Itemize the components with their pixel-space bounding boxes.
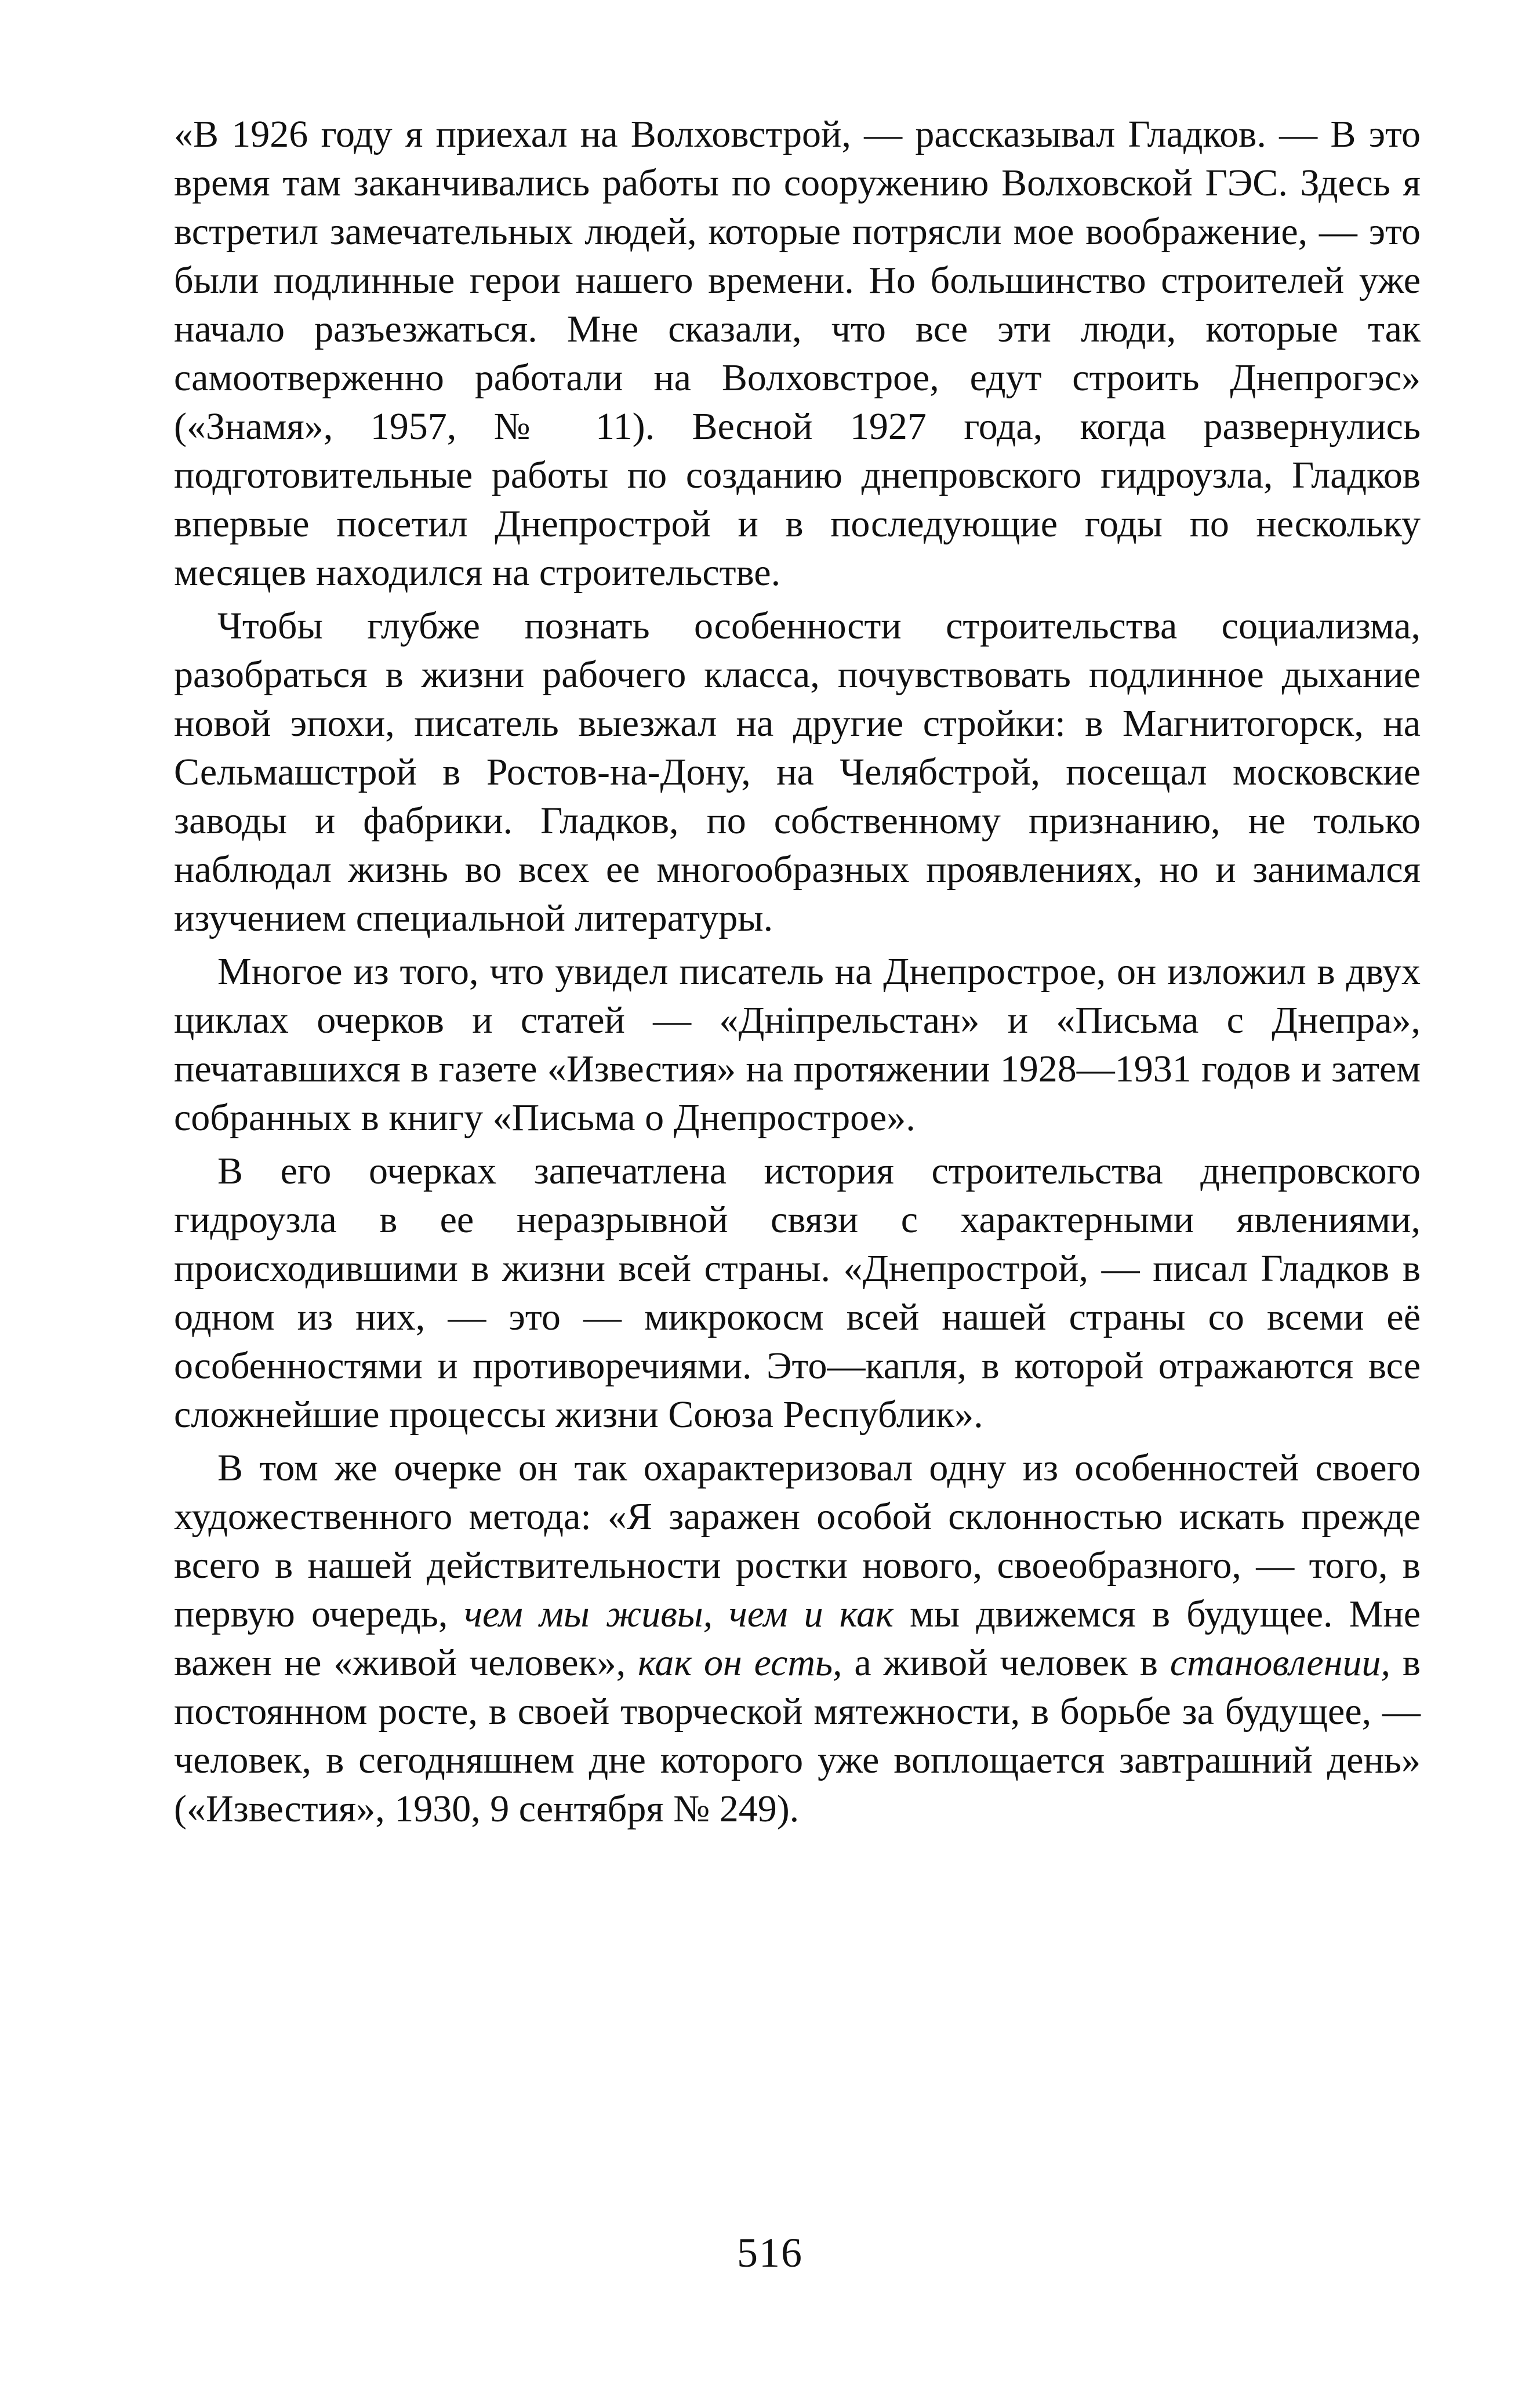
paragraph-5-text: в постоянном росте, в своей творческой мятежности, в борьбе за будущее, — человек, в сегодняшнем дне которого уже воплощается завтрашний день» («Известия», 1930, 9 сентября № 249). bbox=[174, 1642, 1421, 1830]
paragraph-5-text: мы движемся в будущее. Мне важен не «живой человек», bbox=[174, 1593, 1421, 1684]
paragraph-5-italic-phrase: становлении, bbox=[1169, 1642, 1390, 1684]
paragraph-3: Многое из того, что увидел писатель на Днепрострое, он изложил в двух циклах очерков и статей — «Дніпрельстан» и «Письма с Днепра», печатавшихся в газете «Известия» на протяжении 1928—1931 годов и затем собранных в книгу «Письма о Днепрострое». bbox=[174, 950, 1421, 1139]
paragraph-2: Чтобы глубже познать особенности строительства социализма, разобраться в жизни рабочего класса, почувствовать подлинное дыхание новой эпохи, писатель выезжал на другие стройки: в Магнитогорск, на Сельмашстрой в Ростов-на-Дону, на Челябстрой, посещал московские заводы и фабрики. Гладков, по собственному признанию, не только наблюдал жизнь во всех ее многообразных проявлениях, но и занимался изучением специальной литературы. bbox=[174, 605, 1421, 939]
paragraph-1: «В 1926 году я приехал на Волховстрой, — рассказывал Гладков. — В это время там заканчивались работы по сооружению Волховской ГЭС. Здесь я встретил замечательных людей, которые потрясли мое воображение, — это были подлинные герои нашего времени. Но большинство строителей уже начало разъезжаться. Мне сказали, что все эти люди, которые так самоотверженно работали на Волховстрое, едут строить Днепрогэс» («Знамя», 1957, № 11). Весной 1927 года, когда развернулись подготовительные работы по созданию днепровского гидроузла, Гладков впервые посетил Днепрострой и в последующие годы по нескольку месяцев находился на строительстве. bbox=[174, 113, 1421, 594]
paragraph-5-italic-phrase: как он есть, bbox=[638, 1642, 842, 1684]
paragraph-4: В его очерках запечатлена история строительства днепровского гидроузла в ее неразрывной связи с характерными явлениями, происходившими в жизни всей страны. «Днепрострой, — писал Гладков в одном из них, — это — микрокосм всей нашей страны со всеми её особенностями и противоречиями. Это—капля, в которой отражаются все сложнейшие процессы жизни Союза Республик». bbox=[174, 1150, 1421, 1436]
paragraph-5-italic-phrase: чем мы живы, чем и как bbox=[464, 1593, 894, 1635]
page-body bbox=[174, 110, 1421, 1834]
paragraph-5-text: В том же очерке он так охарактеризовал одну из особенностей своего художественного метода: «Я заражен особой склонностью искать прежде всего в нашей действительности ростки нового, своеобразного, — того, в первую очередь, bbox=[174, 1447, 1421, 1635]
paragraph-5-text: а живой человек в bbox=[842, 1642, 1170, 1684]
paragraph-5 bbox=[174, 1444, 1421, 1834]
page-number: 516 bbox=[737, 2230, 803, 2276]
